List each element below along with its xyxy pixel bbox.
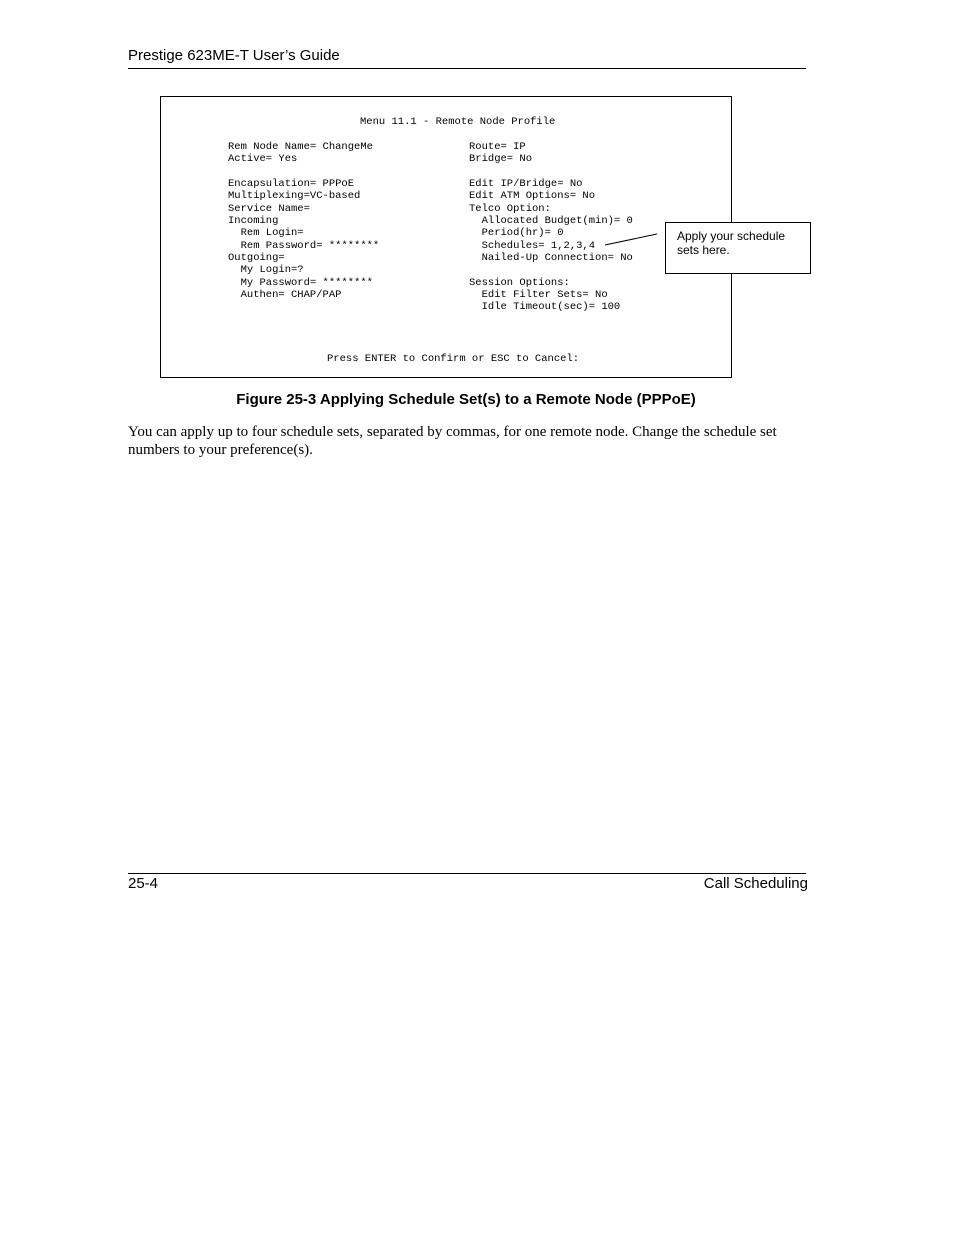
menu-right-column: Route= IP Bridge= No Edit IP/Bridge= No Edit ATM Options= No Telco Option: Allocated Budget(min)= 0 Period(hr)= 0 Schedules= 1,2,3,4 Nailed-Up Connection= No Session Options: Edit Filter Sets= No Idle Timeout(sec)= 100 (469, 141, 633, 314)
figure-caption: Figure 25-3 Applying Schedule Set(s) to a Remote Node (PPPoE) (236, 391, 696, 408)
chapter-name: Call Scheduling (703, 875, 808, 892)
menu-footer-prompt: Press ENTER to Confirm or ESC to Cancel: (327, 353, 580, 365)
menu-left-column: Rem Node Name= ChangeMe Active= Yes Encapsulation= PPPoE Multiplexing=VC-based Service Name= Incoming Rem Login= Rem Password= ******** Outgoing= My Login=? My Password= ******** Authen= CHAP/PAP (228, 141, 380, 302)
callout-annotation: Apply your schedule sets here. (665, 222, 811, 274)
terminal-screen-figure (160, 96, 732, 378)
page-number: 25-4 (128, 875, 159, 892)
running-header-title: Prestige 623ME-T User’s Guide (128, 47, 340, 64)
header-divider (128, 68, 806, 69)
footer-divider (128, 873, 806, 874)
body-paragraph: You can apply up to four schedule sets, separated by commas, for one remote node. Change the schedule set numbers to your preference(s). (128, 424, 777, 458)
menu-title: Menu 11.1 - Remote Node Profile (360, 116, 556, 128)
